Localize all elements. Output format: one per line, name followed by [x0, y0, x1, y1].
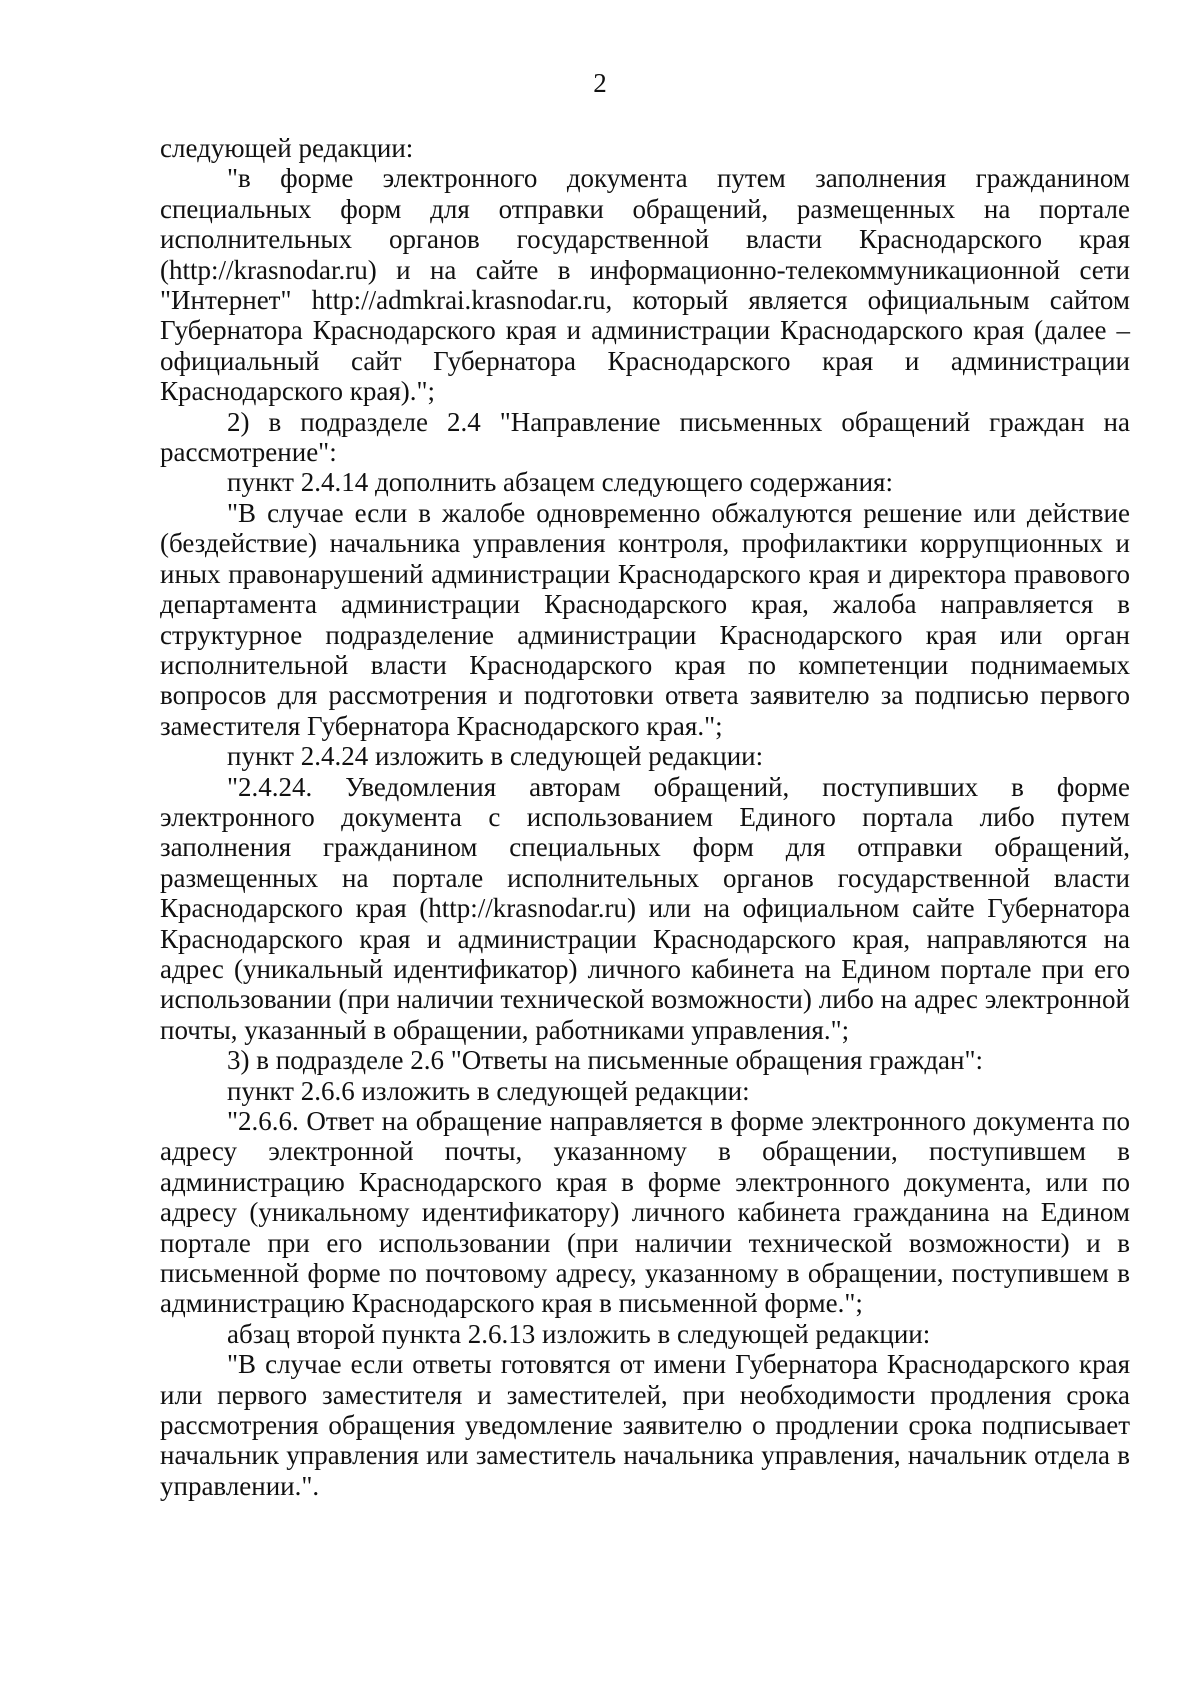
document-body [160, 133, 1130, 1501]
page-number: 2 [593, 68, 607, 98]
paragraph: "В случае если ответы готовятся от имени Губернатора Краснодарского края или первого заместителя и заместителей, при необходимости продления срока рассмотрения обращения уведомление заявителю о продлении срока подписывает начальник управления или заместитель начальника управления, начальник отдела в управлении.". [160, 1349, 1130, 1501]
paragraph: "в форме электронного документа путем заполнения гражданином специальных форм для отправки обращений, размещенных на портале исполнительных органов государственной власти Краснодарского края (http://krasnodar.ru) и на сайте в информационно-телекоммуникационной сети "Интернет" http://admkrai.krasnodar.ru, который является официальным сайтом Губернатора Краснодарского края и администрации Краснодарского края (далее – официальный сайт Губернатора Краснодарского края и администрации Краснодарского края)."; [160, 163, 1130, 407]
paragraph: "2.4.24. Уведомления авторам обращений, поступивших в форме электронного документа с использованием Единого портала либо путем заполнения гражданином специальных форм для отправки обращений, размещенных на портале исполнительных органов государственной власти Краснодарского края (http://krasnodar.ru) или на официальном сайте Губернатора Краснодарского края и администрации Краснодарского края, направляются на адрес (уникальный идентификатор) личного кабинета на Едином портале при его использовании (при наличии технической возможности) либо на адрес электронной почты, указанный в обращении, работниками управления."; [160, 771, 1130, 1045]
paragraph: 3) в подразделе 2.6 "Ответы на письменные обращения граждан": [227, 1045, 984, 1076]
paragraph: пункт 2.4.24 изложить в следующей редакции: [227, 741, 764, 772]
paragraph: пункт 2.4.14 дополнить абзацем следующего содержания: [227, 467, 893, 498]
paragraph: пункт 2.6.6 изложить в следующей редакции: [227, 1075, 750, 1106]
paragraph: "В случае если в жалобе одновременно обжалуются решение или действие (бездействие) начальника управления контроля, профилактики коррупционных и иных правонарушений администрации Краснодарского края и директора правового департамента администрации Краснодарского края, жалоба направляется в структурное подразделение администрации Краснодарского края или орган исполнительной власти Краснодарского края по компетенции поднимаемых вопросов для рассмотрения и подготовки ответа заявителю за подписью первого заместителя Губернатора Краснодарского края."; [160, 497, 1130, 741]
paragraph: абзац второй пункта 2.6.13 изложить в следующей редакции: [227, 1318, 931, 1349]
paragraph: "2.6.6. Ответ на обращение направляется в форме электронного документа по адресу электронной почты, указанному в обращении, поступившем в администрацию Краснодарского края в форме электронного документа, или по адресу (уникальному идентификатору) личного кабинета гражданина на Едином портале при его использовании (при наличии технической возможности) и в письменной форме по почтовому адресу, указанному в обращении, поступившем в администрацию Краснодарского края в письменной форме."; [160, 1106, 1130, 1319]
paragraph: следующей редакции: [160, 133, 414, 163]
paragraph: 2) в подразделе 2.4 "Направление письменных обращений граждан на рассмотрение": [160, 406, 1130, 468]
